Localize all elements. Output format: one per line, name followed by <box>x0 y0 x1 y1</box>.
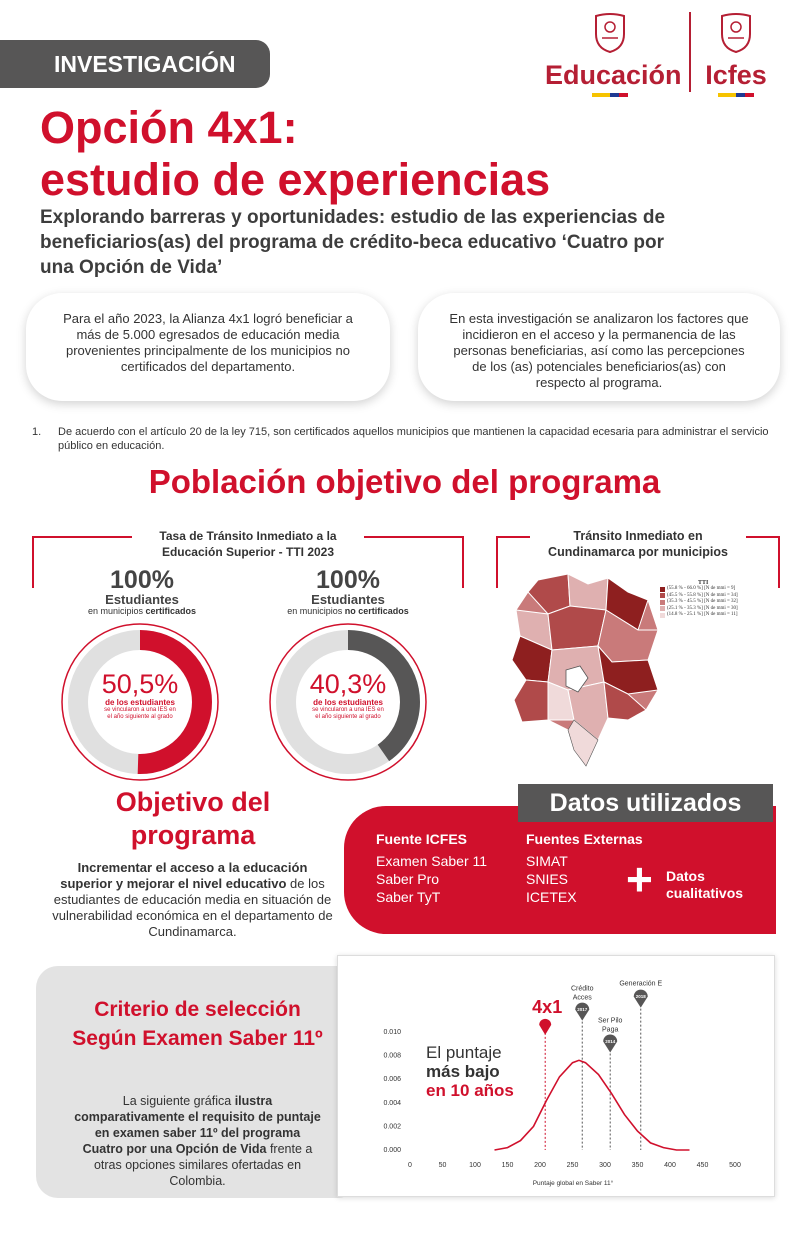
section-heading-poblacion: Población objetivo del programa <box>148 463 661 500</box>
stat-estudiantes: Estudiantes <box>311 592 385 607</box>
marker-year: 2018 <box>635 994 646 1000</box>
seal-icon <box>590 12 630 59</box>
intro-card-right-text: En esta investigación se analizaron los factores que incidieron en el acceso y la permanencia de las personas beneficiarias, así como las percepciones de los (as) potenciales beneficiarios(as) con respecto al programa. <box>449 311 749 390</box>
map-legend-swatch <box>660 613 665 618</box>
datos-box <box>344 806 776 934</box>
map-legend-swatch <box>660 593 665 598</box>
y-tick-label: 0.008 <box>383 1052 401 1060</box>
map-legend-swatch <box>660 600 665 605</box>
datos-item: Examen Saber 11 <box>376 853 488 869</box>
map-legend-item <box>660 612 770 619</box>
marker-label-4x1: 4x1 <box>532 996 563 1017</box>
map-title: Tránsito Inmediato en Cundinamarca por municipios <box>530 528 746 560</box>
flag-stripe <box>592 93 628 97</box>
plus-icon: + <box>626 853 653 905</box>
stat-muni: en municipios certificados <box>87 606 197 616</box>
seal-icon <box>716 12 756 59</box>
donut-sub2: se vincularon a una IES en <box>104 707 176 713</box>
y-tick-label: 0.002 <box>383 1123 401 1131</box>
flag-stripe <box>718 93 754 97</box>
x-tick-label: 50 <box>438 1162 447 1169</box>
map-legend-label: (14.8 % - 25.1 %] [N de mmi = 11] <box>667 612 738 617</box>
intro-card-right <box>418 293 780 401</box>
x-tick-label: 150 <box>501 1162 514 1169</box>
intro-card-left-text: Para el año 2023, la Alianza 4x1 logró beneficiar a más de 5.000 egresados de educación media provenientes principalmente de los municipios no certificados del departamento. <box>63 311 353 374</box>
stat-big: 100% <box>110 566 174 594</box>
map-region <box>548 606 606 650</box>
y-tick-label: 0.004 <box>383 1099 401 1107</box>
donut-sub1: de los estudiantes <box>313 698 383 707</box>
x-axis-label: Puntaje global en Saber 11° <box>532 1180 614 1187</box>
donut-sub3: el año siguiente al grado <box>315 714 381 720</box>
map-legend-title: TTI <box>698 580 709 586</box>
criterio-box <box>36 966 359 1198</box>
footnote-text: De acuerdo con el artículo 20 de la ley 715, son certificados aquellos municipios que mantienen la capacidad ecesaria para administrar el servicio público en educación. <box>58 426 769 452</box>
page-title: Opción 4x1: estudio de experiencias <box>40 102 551 205</box>
x-tick-label: 450 <box>696 1162 709 1169</box>
datos-col-title: Fuente ICFES <box>376 831 468 847</box>
donut-sub1: de los estudiantes <box>105 698 175 707</box>
datos-col-title: Fuentes Externas <box>526 831 643 847</box>
map-legend-label: (35.3 % - 45.5 %] [N de mmi = 32] <box>667 599 738 604</box>
marker-label: Generación E <box>619 980 663 988</box>
stat-no-certificados <box>268 568 428 616</box>
logo-icfes-text: Icfes <box>705 60 767 90</box>
density-curve <box>495 1060 690 1150</box>
tti-title: Tasa de Tránsito Inmediato a la Educación Superior - TTI 2023 <box>132 528 364 560</box>
objetivo-text: Incrementar el acceso a la educación superior y mejorar el nivel educativo de los estudiantes de educación media en situación de vulnerabilidad económica en el departamento de Cundinamarca. <box>52 860 333 939</box>
datos-item: SNIES <box>526 871 569 887</box>
donut-percent: 50,5% <box>101 669 179 699</box>
datos-item: ICETEX <box>526 889 577 905</box>
x-tick-label: 300 <box>599 1162 611 1169</box>
logo-educacion-text: Educación <box>545 60 682 90</box>
stat-muni: en municipios no certificados <box>287 606 409 616</box>
section-heading-objetivo: Objetivo del programa <box>115 787 271 850</box>
x-tick-label: 0 <box>408 1162 412 1169</box>
logo-educacion <box>545 12 682 97</box>
y-tick-label: 0.000 <box>383 1147 401 1154</box>
y-tick-label: 0.006 <box>383 1076 401 1084</box>
logo-divider <box>689 12 691 92</box>
map-region <box>568 574 608 610</box>
donut-percent: 40,3% <box>309 669 387 699</box>
cundinamarca-map <box>508 570 668 770</box>
donut-sub3: el año siguiente al grado <box>107 714 173 720</box>
criterio-text: La siguiente gráfica ilustra comparativamente el requisito de puntaje en examen saber 11º del programa Cuatro por una Opción de Vida frente a otras opciones similares ofertadas en Colombia. <box>74 1094 321 1188</box>
x-tick-label: 200 <box>534 1162 546 1169</box>
y-tick-label: 0.010 <box>383 1029 401 1036</box>
x-tick-label: 350 <box>631 1162 644 1169</box>
donut-certificados-label <box>88 670 192 721</box>
map-legend-label: (45.5 % - 55.8 %] [N de mmi = 34] <box>667 592 738 598</box>
map-region <box>514 680 548 722</box>
map-legend <box>660 580 770 619</box>
datos-cualitativos: Datos cualitativos <box>666 868 744 901</box>
map-legend-label: (55.8 % - 66.0 %] [N de mmi = 9] <box>667 586 736 591</box>
chart-annotation: El puntaje más bajo en 10 años <box>426 1043 514 1100</box>
datos-item: Saber Pro <box>376 871 440 887</box>
section-tag: INVESTIGACIÓN <box>0 40 270 88</box>
x-tick-label: 250 <box>566 1162 579 1169</box>
footnote <box>32 425 772 453</box>
map-legend-swatch <box>660 606 665 611</box>
donut-sub2: se vincularon a una IES en <box>312 707 384 713</box>
marker-label: Acces <box>572 994 592 1002</box>
donut-no-certificados-label <box>296 670 400 721</box>
x-tick-label: 100 <box>469 1162 481 1169</box>
page-subtitle: Explorando barreras y oportunidades: estudio de las experiencias de beneficiarios(as) del programa de crédito-beca educativo ‘Cuatro por una Opción de Vida’ <box>40 207 666 278</box>
stat-big: 100% <box>316 566 380 594</box>
marker-label: Crédito <box>570 985 594 993</box>
stat-certificados <box>62 568 222 616</box>
marker-label: Paga <box>602 1026 619 1034</box>
logo-icfes <box>700 12 772 97</box>
footnote-number: 1. <box>32 426 42 438</box>
x-tick-label: 500 <box>729 1162 741 1169</box>
marker-pin <box>539 1019 551 1035</box>
datos-heading: Datos utilizados <box>518 784 773 822</box>
datos-item: Saber TyT <box>376 889 441 905</box>
marker-label: Ser Pilo <box>597 1017 623 1025</box>
x-tick-label: 400 <box>664 1162 676 1169</box>
marker-year: 2014 <box>605 1038 616 1044</box>
stat-estudiantes: Estudiantes <box>105 592 179 607</box>
datos-col-icfes <box>376 830 487 906</box>
intro-card-left <box>26 293 390 401</box>
map-legend-swatch <box>660 587 665 592</box>
datos-item: SIMAT <box>526 853 568 869</box>
criterio-title: Criterio de selección Según Examen Saber 11º <box>72 998 323 1050</box>
map-legend-label: (25.1 % - 35.3 %] [N de mmi = 30] <box>667 605 738 611</box>
marker-year: 2017 <box>577 1007 588 1013</box>
density-chart <box>337 955 775 1197</box>
